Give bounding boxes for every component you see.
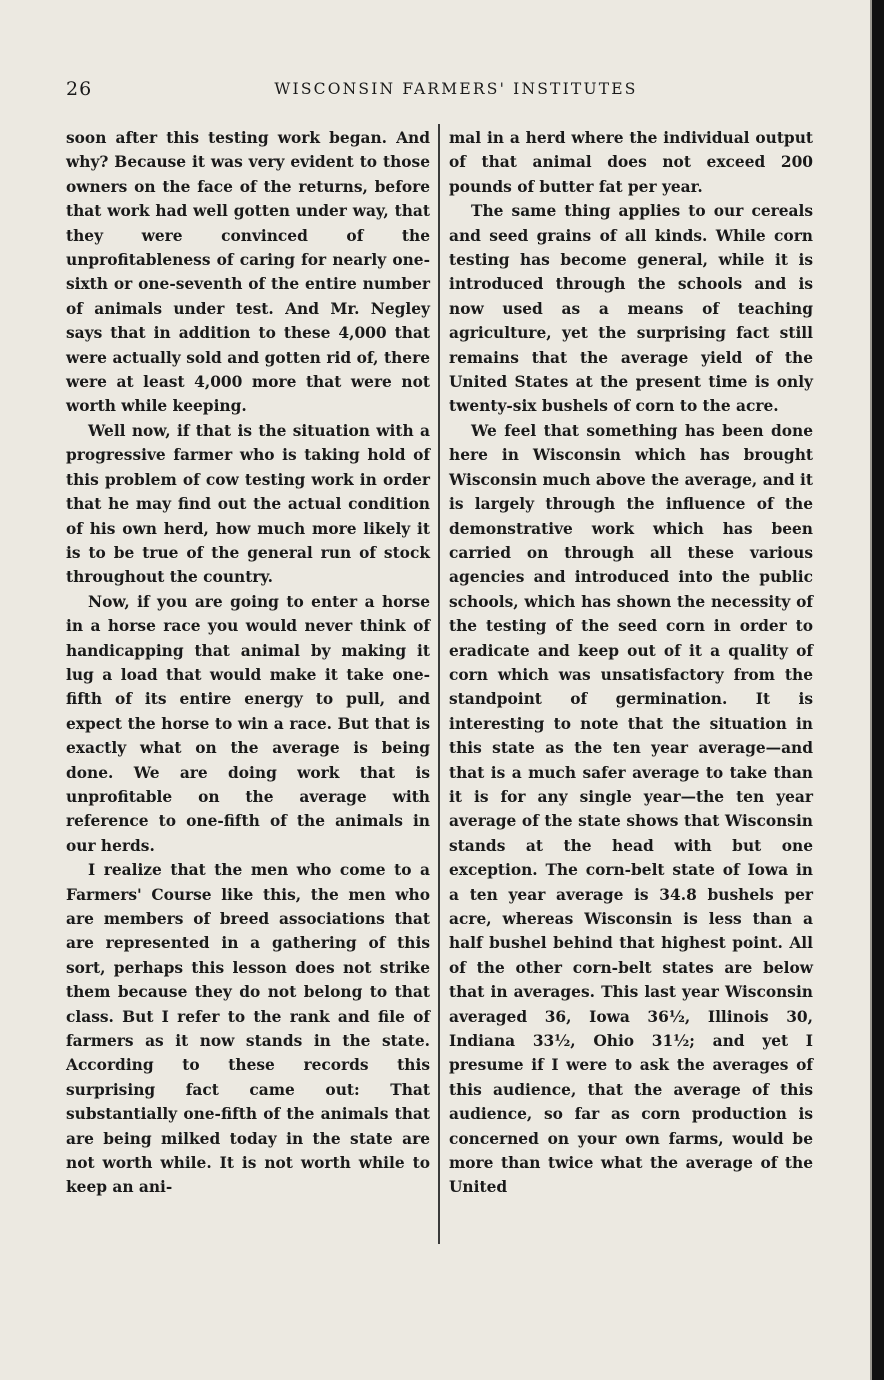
page-edge — [872, 0, 884, 1380]
paragraph: Well now, if that is the situation with a progressive farmer who is taking hold of this problem of cow testing work in order that he may find out the actual condition of his own herd, how much more likely it is to be true of the general run of stock throughout the country. — [66, 421, 430, 587]
page-header — [66, 76, 816, 106]
running-title: WISCONSIN FARMERS' INSTITUTES — [274, 80, 638, 98]
paragraph: I realize that the men who come to a Farmers' Course like this, the men who are members of breed associations that are represented in a gathering of this sort, perhaps this lesson does not strike them because they do not belong to that class. But I refer to the rank and file of farmers as it now stands in the state. According to these records this surprising fact came out: That substantially one-fifth of the animals that are being milked today in the state are not worth while. It is not worth while to keep an ani- — [66, 861, 430, 1197]
left-column — [66, 126, 430, 1200]
paragraph: soon after this testing work began. And why? Because it was very evident to those owners on the face of the returns, before that work had well gotten under way, that they were convinced of the unprofitableness of caring for nearly one-sixth or one-seventh of the entire number of animals under test. And Mr. Negley says that in addition to these 4,000 that were actually sold and gotten rid of, there were at least 4,000 more that were not worth while keeping. — [66, 129, 430, 416]
right-column — [449, 126, 813, 1200]
paragraph: We feel that something has been done here in Wisconsin which has brought Wisconsin much above the average, and it is largely through the influence of the demonstrative work which has been carried on through all these various agencies and introduced into the public schools, which has shown the necessity of the testing of the seed corn in order to eradicate and keep out of it a quality of corn which was unsatisfactory from the standpoint of germination. It is interesting to note that the situation in this state as the ten year average—and that is a much safer average to take than it is for any single year—the ten year average of the state shows that Wisconsin stands at the head with but one exception. The corn-belt state of Iowa in a ten year average is 34.8 bushels per acre, whereas Wisconsin is less than a half bushel behind that highest point. All of the other corn-belt states are below that in averages. This last year Wisconsin averaged 36, Iowa 36½, Illinois 30, Indiana 33½, Ohio 31½; and yet I presume if I were to ask the averages of this audience, that the average of this audience, so far as corn production is concerned on your own farms, would be more than twice what the average of the United — [449, 421, 813, 1197]
paragraph: The same thing applies to our cereals and seed grains of all kinds. While corn testing has become general, while it is introduced through the schools and is now used as a means of teaching agriculture, yet the surprising fact still remains that the average yield of the United States at the present time is only twenty-six bushels of corn to the acre. — [449, 202, 813, 416]
paragraph: mal in a herd where the individual output of that animal does not exceed 200 pounds of butter fat per year. — [449, 129, 813, 196]
paragraph: Now, if you are going to enter a horse in a horse race you would never think of handicapping that animal by making it lug a load that would make it take one-fifth of its entire energy to pull, and expect the horse to win a race. But that is exactly what on the average is being done. We are doing work that is unprofitable on the average with reference to one-fifth of the animals in our herds. — [66, 592, 430, 855]
page-number: 26 — [66, 78, 93, 100]
column-divider — [438, 124, 440, 1244]
